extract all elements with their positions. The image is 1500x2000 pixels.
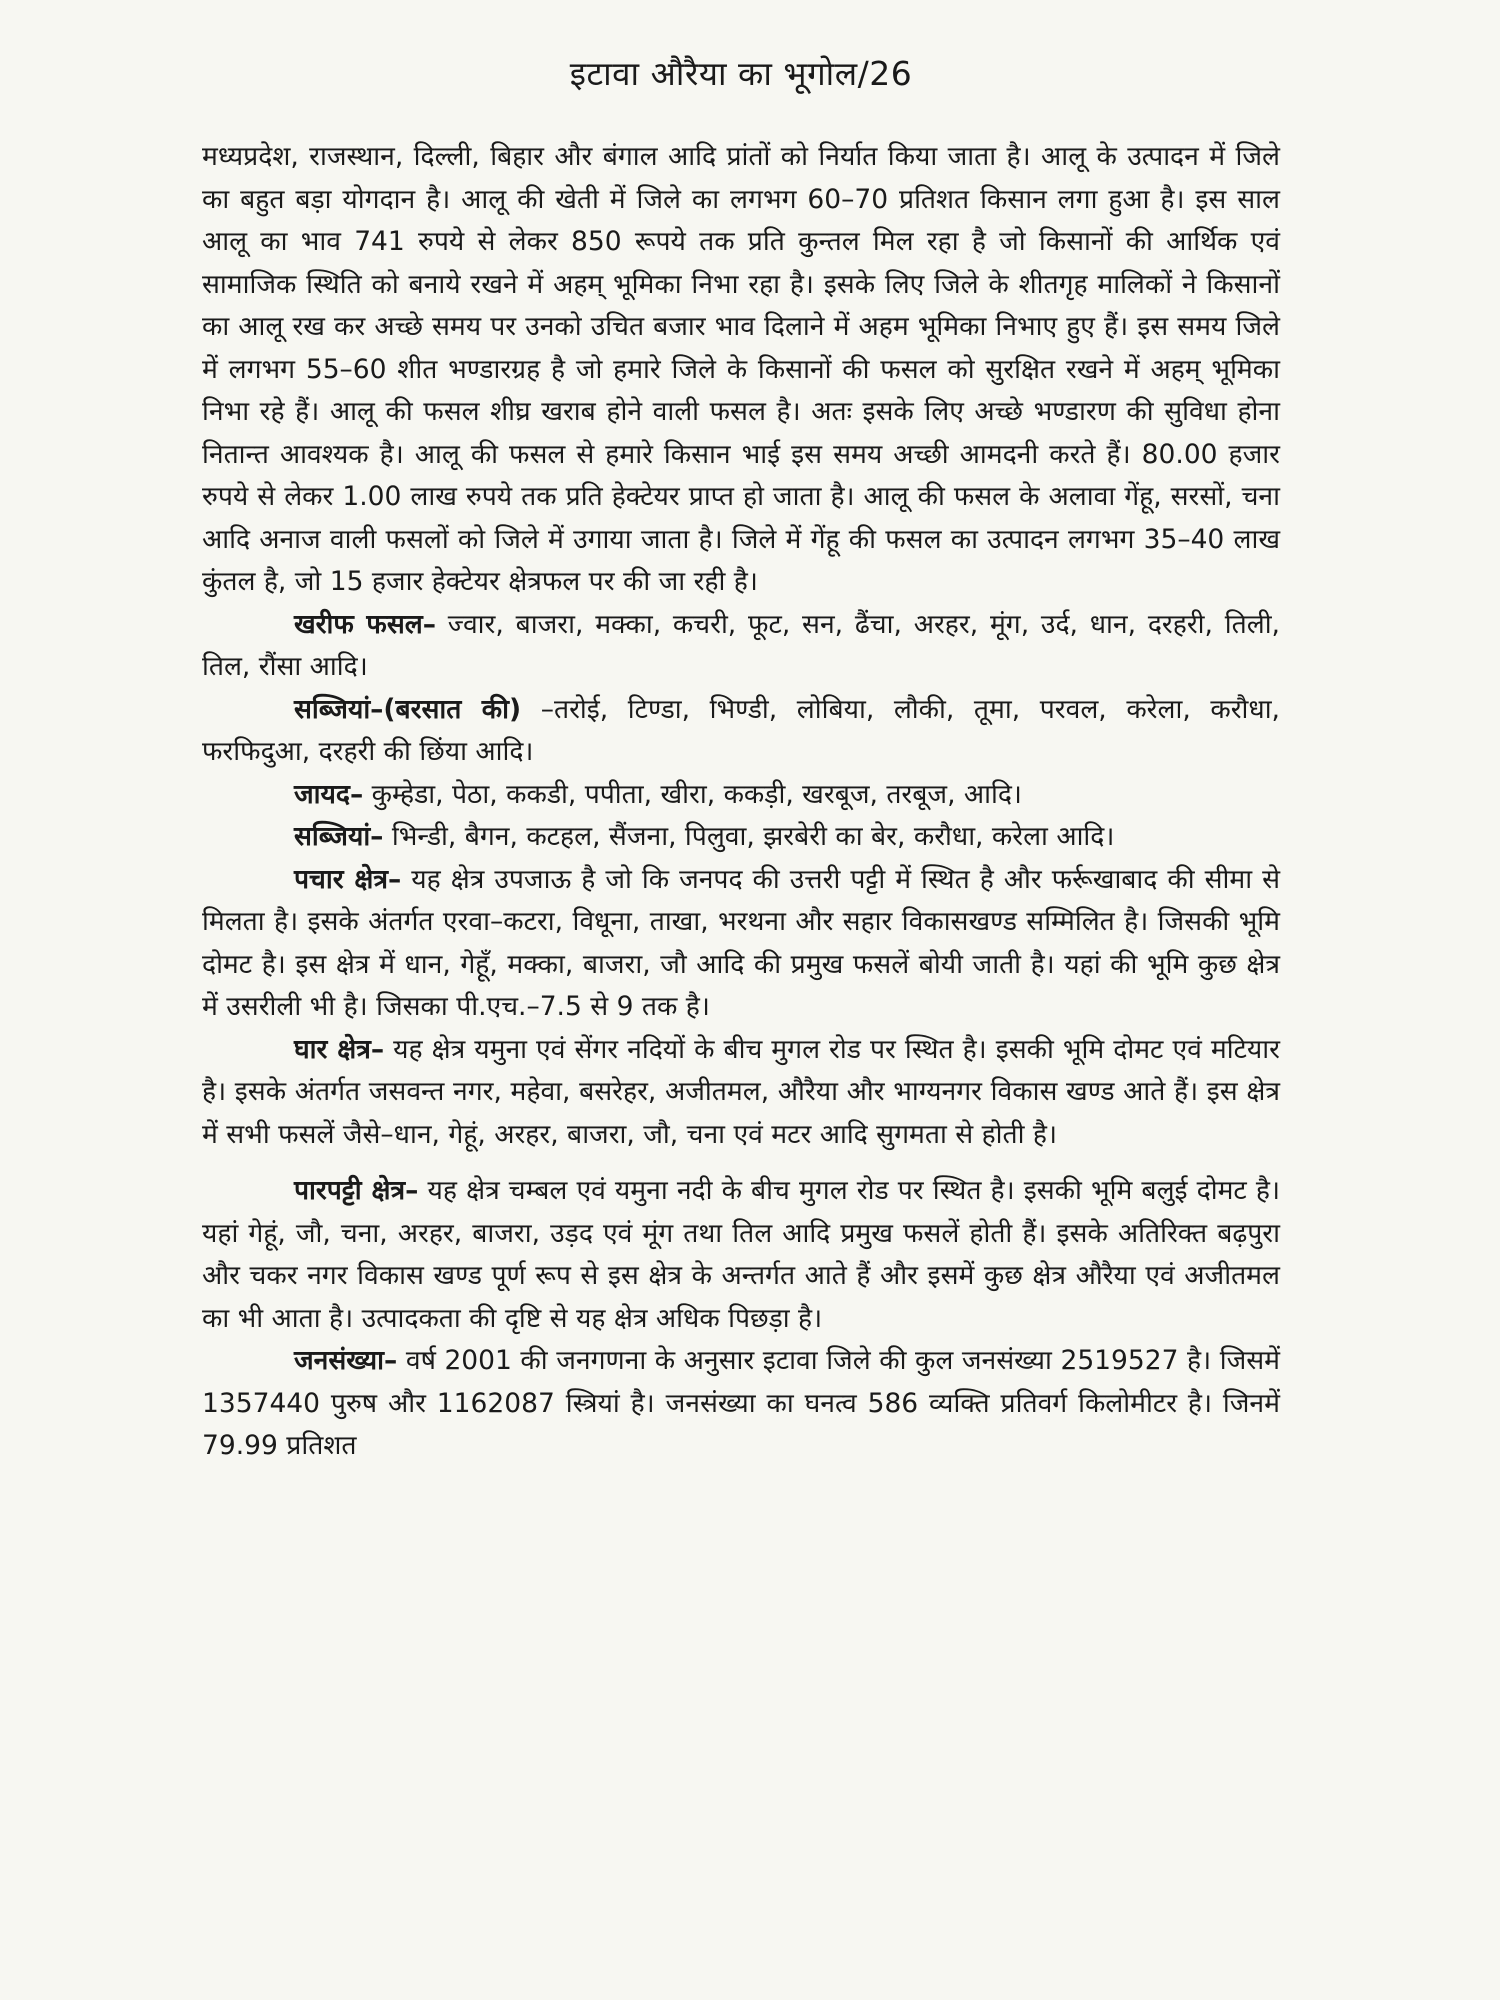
paragraph-text: भिन्डी, बैगन, कटहल, सैंजना, पिलुवा, झरबेरी का बेर, करौधा, करेला आदि।	[383, 821, 1115, 852]
paragraph-kharif-crops	[202, 604, 1280, 689]
term-population: जनसंख्या–	[294, 1345, 398, 1376]
term-parpatti-region: पारपट्टी क्षेत्र–	[294, 1175, 419, 1206]
paragraph-pachar-region	[202, 859, 1280, 1029]
body-text	[202, 136, 1280, 1468]
term-zaid-crops: जायद–	[294, 778, 364, 810]
paragraph-text: मध्यप्रदेश, राजस्थान, दिल्ली, बिहार और बंगाल आदि प्रांतों को निर्यात किया जाता है। आलू के उत्पादन में जिले का बहुत बड़ा योगदान है। आलू की खेती में जिले का लगभग 60–70 प्रतिशत किसान लगा हुआ है। इस साल आलू का भाव 741 रुपये से लेकर 850 रूपये तक प्रति कुन्तल मिल रहा है जो किसानों की आर्थिक एवं सामाजिक स्थिति को बनाये रखने में अहम् भूमिका निभा रहा है। इसके लिए जिले के शीतगृह मालिकों ने किसानों का आलू रख कर अच्छे समय पर उनको उचित बजार भाव दिलाने में अहम भूमिका निभाए हुए हैं। इस समय जिले में लगभग 55–60 शीत भण्डारग्रह है जो हमारे जिले के किसानों की फसल को सुरक्षित रखने में अहम् भूमिका निभा रहे हैं। आलू की फसल शीघ्र खराब होने वाली फसल है। अतः इसके लिए अच्छे भण्डारण की सुविधा होना नितान्त आवश्यक है। आलू की फसल से हमारे किसान भाई इस समय अच्छी आमदनी करते हैं। 80.00 हजार रुपये से लेकर 1.00 लाख रुपये तक प्रति हेक्टेयर प्राप्त हो जाता है। आलू की फसल के अलावा गेंहू, सरसों, चना आदि अनाज वाली फसलों को जिले में उगाया जाता है। जिले में गेंहू की फसल का उत्पादन लगभग 35–40 लाख कुंतल है, जो 15 हजार हेक्टेयर क्षेत्रफल पर की जा रही है।	[202, 141, 1280, 597]
paragraph-ghar-region	[202, 1029, 1280, 1157]
paragraph-population	[202, 1340, 1280, 1468]
paragraph-potato-production	[202, 136, 1280, 604]
term-vegetables: सब्जियां–	[294, 821, 384, 852]
paragraph-text: वर्ष 2001 की जनगणना के अनुसार इटावा जिले की कुल जनसंख्या 2519527 है। जिसमें 1357440 पुरुष और 1162087 स्त्रियां है। जनसंख्या का घनत्व 586 व्यक्ति प्रतिवर्ग किलोमीटर है। जिनमें 79.99 प्रतिशत	[202, 1345, 1280, 1461]
page-header: इटावा औरैया का भूगोल/26	[569, 54, 913, 93]
paragraph-text: यह क्षेत्र उपजाऊ है जो कि जनपद की उत्तरी पट्टी में स्थित है और फर्रूखाबाद की सीमा से मिलता है। इसके अंतर्गत एरवा–कटरा, विधूना, ताखा, भरथना और सहार विकासखण्ड सम्मिलित है। जिसकी भूमि दोमट है। इस क्षेत्र में धान, गेहूँ, मक्का, बाजरा, जौ आदि की प्रमुख फसलें बोयी जाती है। यहां की भूमि कुछ क्षेत्र में उसरीली भी है। जिसका पी.एच.–7.5 से 9 तक है।	[202, 863, 1280, 1022]
term-kharif-crops: खरीफ फसल–	[294, 608, 436, 640]
paragraph-parpatti-region	[202, 1170, 1280, 1340]
paragraph-zaid-crops	[202, 774, 1280, 817]
paragraph-text: कुम्हेडा, पेठा, ककडी, पपीता, खीरा, ककड़ी, खरबूज, तरबूज, आदि।	[363, 778, 1022, 810]
term-pachar-region: पचार क्षेत्र–	[294, 863, 402, 895]
paragraph-text: यह क्षेत्र यमुना एवं सेंगर नदियों के बीच मुगल रोड पर स्थित है। इसकी भूमि दोमट एवं मटियार है। इसके अंतर्गत जसवन्त नगर, महेवा, बसरेहर, अजीतमल, औरैया और भाग्यनगर विकास खण्ड आते हैं। इस क्षेत्र में सभी फसलें जैसे–धान, गेहूं, अरहर, बाजरा, जौ, चना एवं मटर आदि सुगमता से होती है।	[202, 1033, 1280, 1150]
paragraph-text: –तरोई, टिण्डा, भिण्डी, लोबिया, लौकी, तूमा, परवल, करेला, करौधा, फरफिदुआ, दरहरी की छिंया आदि।	[202, 693, 1280, 767]
term-rainy-vegetables: सब्जियां–(बरसात की)	[294, 693, 522, 725]
term-ghar-region: घार क्षेत्र–	[294, 1033, 385, 1065]
paragraph-text: यह क्षेत्र चम्बल एवं यमुना नदी के बीच मुगल रोड पर स्थित है। इसकी भूमि बलुई दोमट है। यहां गेहूं, जौ, चना, अरहर, बाजरा, उड़द एवं मूंग तथा तिल आदि प्रमुख फसलें होती हैं। इसके अतिरिक्त बढ़पुरा और चकर नगर विकास खण्ड पूर्ण रूप से इस क्षेत्र के अन्तर्गत आते हैं और इसमें कुछ क्षेत्र औरैया एवं अजीतमल का भी आता है। उत्पादकता की दृष्टि से यह क्षेत्र अधिक पिछड़ा है।	[202, 1175, 1281, 1334]
paragraph-rainy-vegetables	[202, 689, 1280, 774]
paragraph-vegetables	[202, 816, 1280, 859]
paragraph-text: ज्वार, बाजरा, मक्का, कचरी, फूट, सन, ढैंचा, अरहर, मूंग, उर्द, धान, दरहरी, तिली, तिल, रौंसा आदि।	[202, 608, 1280, 682]
